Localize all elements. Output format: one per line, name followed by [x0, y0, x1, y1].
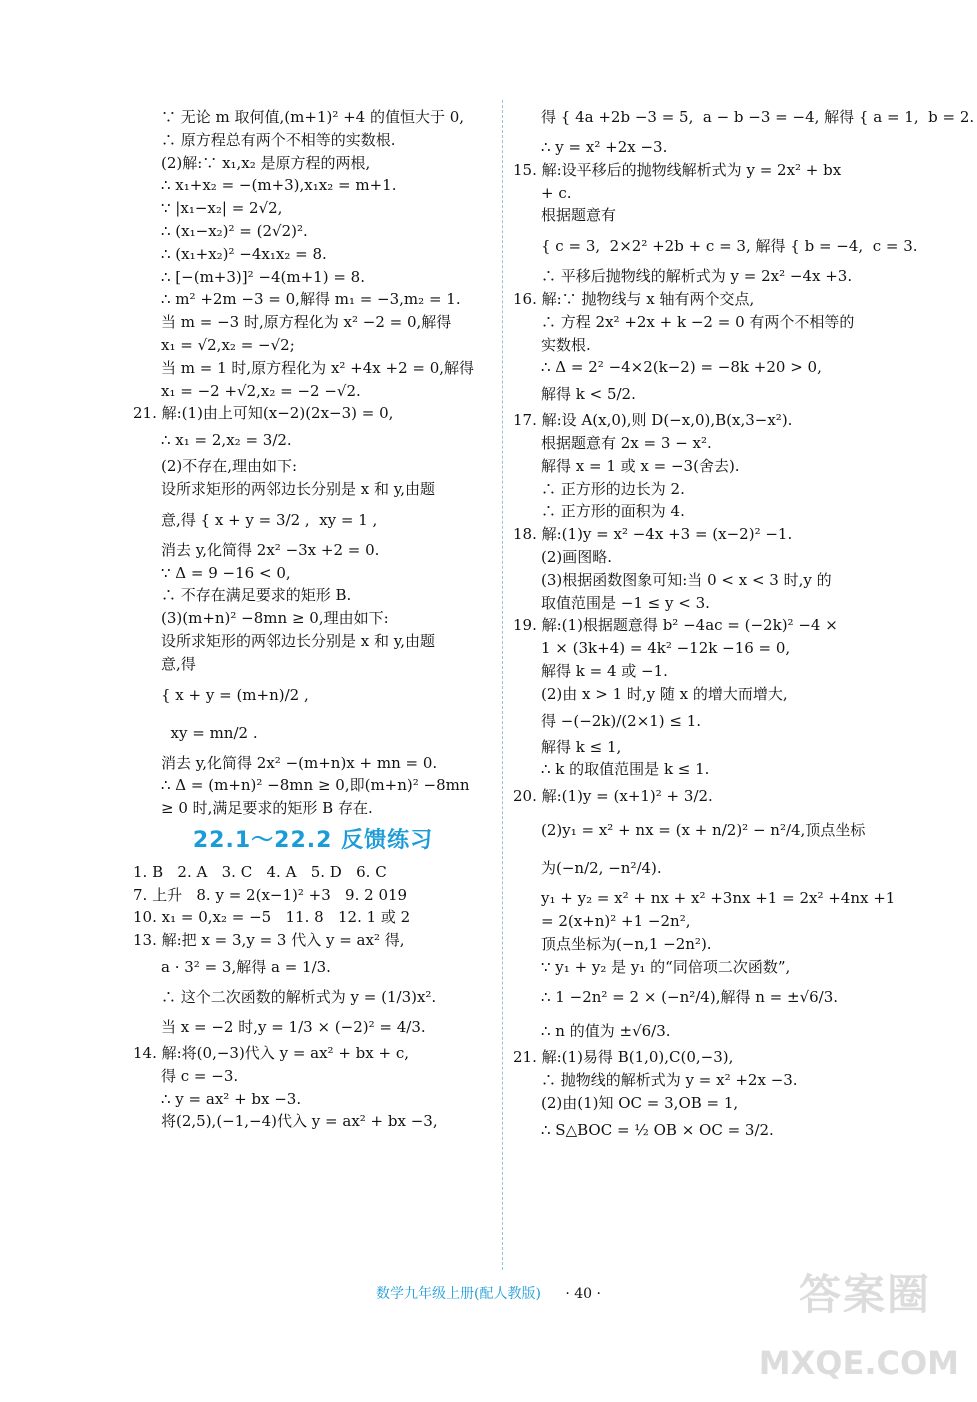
text-line: 根据题意有: [541, 206, 617, 225]
text-line: ∴ x₁+x₂ = −(m+3),x₁x₂ = m+1.: [161, 176, 397, 195]
text-line: ∵ 无论 m 取何值,(m+1)² +4 的值恒大于 0,: [161, 108, 465, 126]
text-line: ∴ 不存在满足要求的矩形 B.: [161, 586, 352, 605]
text-line: 1 × (3k+4) = 4k² −12k −16 = 0,: [541, 639, 791, 658]
answer-line: 10. x₁ = 0,x₂ = −5 11. 8 12. 1 或 2: [133, 908, 411, 927]
equation-system: { x + y = (m+n)/2 ,: [161, 685, 309, 704]
text-line: a · 3² = 3,解得 a = 1/3.: [161, 957, 331, 976]
problem-14-heading: 14. 解:将(0,−3)代入 y = ax² + bx + c,: [133, 1043, 410, 1062]
text-line: ∴ 正方形的边长为 2.: [541, 479, 685, 498]
text-line: 解得 x = 1 或 x = −3(舍去).: [541, 456, 740, 475]
text-line: 将(2,5),(−1,−4)代入 y = ax² + bx −3,: [161, 1112, 438, 1131]
text-line: ∴ (x₁+x₂)² −4x₁x₂ = 8.: [161, 244, 327, 263]
book-title: 数学九年级上册(配人教版): [375, 1286, 541, 1302]
column-divider: [502, 100, 503, 1270]
left-column: [133, 106, 493, 1133]
text-line: 当 x = −2 时,y = 1/3 × (−2)² = 4/3.: [161, 1017, 426, 1036]
text-line: ∴ Δ = 2² −4×2(k−2) = −8k +20 > 0,: [541, 358, 822, 377]
equation-system: 得 { 4a +2b −3 = 5, a − b −3 = −4, 解得 { a = 1, b = 2.: [541, 108, 975, 126]
text-line: 当 m = 1 时,原方程化为 x² +4x +2 = 0,解得: [161, 358, 475, 377]
text-line: ∴ S△BOC = ½ OB × OC = 3/2.: [541, 1120, 774, 1139]
text-line: ∴ 平移后抛物线的解析式为 y = 2x² −4x +3.: [541, 267, 853, 286]
text-line: ∴ x₁ = 2,x₂ = 3/2.: [161, 431, 292, 450]
text-line: ∵ y₁ + y₂ 是 y₁ 的“同倍项二次函数”,: [541, 957, 791, 976]
text-line: 当 m = −3 时,原方程化为 x² −2 = 0,解得: [161, 313, 452, 332]
text-line: (2)y₁ = x² + nx = (x + n/2)² − n²/4,顶点坐标: [541, 821, 866, 840]
text-line: ∴ 1 −2n² = 2 × (−n²/4),解得 n = ±√6/3.: [541, 988, 839, 1007]
page-number: · 40 ·: [565, 1286, 601, 1302]
text-line: x₁ = √2,x₂ = −√2;: [161, 335, 295, 354]
problem-17-heading: 17. 解:设 A(x,0),则 D(−x,0),B(x,3−x²).: [513, 411, 793, 430]
text-line: 取值范围是 −1 ≤ y < 3.: [541, 593, 710, 612]
watermark-url: MXQE.COM: [758, 1344, 959, 1382]
text-line: (2)由 x > 1 时,y 随 x 的增大而增大,: [541, 684, 788, 703]
equation-system: xy = mn/2 .: [161, 723, 258, 742]
text-line: ∴ 方程 2x² +2x + k −2 = 0 有两个不相等的: [541, 312, 855, 331]
text-line: 顶点坐标为(−n,1 −2n²).: [541, 934, 712, 953]
watermark-logo: [758, 1262, 959, 1382]
problem-21-heading: 21. 解:(1)由上可知(x−2)(2x−3) = 0,: [133, 404, 394, 423]
text-line: (2)不存在,理由如下:: [161, 457, 298, 476]
text-line: y₁ + y₂ = x² + nx + x² +3nx +1 = 2x² +4nx +1: [541, 889, 896, 908]
text-line: 设所求矩形的两邻边长分别是 x 和 y,由题: [161, 479, 436, 498]
text-line: (3)(m+n)² −8mn ≥ 0,理由如下:: [161, 609, 389, 628]
text-line: (2)解:∵ x₁,x₂ 是原方程的两根,: [161, 153, 371, 172]
watermark-seal: 答案圈: [799, 1270, 932, 1319]
text-line: ∴ 原方程总有两个不相等的实数根.: [161, 130, 396, 149]
text-line: ∴ k 的取值范围是 k ≤ 1.: [541, 760, 710, 779]
text-line: ∵ |x₁−x₂| = 2√2,: [161, 199, 283, 218]
problem-13-heading: 13. 解:把 x = 3,y = 3 代入 y = ax² 得,: [133, 931, 405, 950]
text-line: + c.: [541, 183, 572, 202]
text-line: 消去 y,化简得 2x² −3x +2 = 0.: [161, 540, 380, 559]
text-line: x₁ = −2 +√2,x₂ = −2 −√2.: [161, 381, 361, 400]
problem-16-heading: 16. 解:∵ 抛物线与 x 轴有两个交点,: [513, 289, 755, 308]
problem-21b-heading: 21. 解:(1)易得 B(1,0),C(0,−3),: [513, 1048, 734, 1067]
text-line: 得 −(−2k)/(2×1) ≤ 1.: [541, 711, 702, 730]
text-line: 解得 k < 5/2.: [541, 385, 636, 404]
problem-15-heading: 15. 解:设平移后的抛物线解析式为 y = 2x² + bx: [513, 160, 842, 179]
text-line: ∴ y = ax² + bx −3.: [161, 1089, 302, 1108]
text-line: ∴ (x₁−x₂)² = (2√2)².: [161, 221, 308, 240]
text-line: (2)由(1)知 OC = 3,OB = 1,: [541, 1093, 739, 1112]
text-line: 为(−n/2, −n²/4).: [541, 859, 662, 878]
text-line: ∴ 正方形的面积为 4.: [541, 502, 685, 521]
text-line: 意,得: [161, 654, 196, 673]
text-line: ∴ 这个二次函数的解析式为 y = (1/3)x².: [161, 987, 437, 1006]
problem-18-heading: 18. 解:(1)y = x² −4x +3 = (x−2)² −1.: [513, 525, 793, 544]
answer-line: 1. B 2. A 3. C 4. A 5. D 6. C: [133, 862, 387, 881]
problem-19-heading: 19. 解:(1)根据题意得 b² −4ac = (−2k)² −4 ×: [513, 616, 838, 635]
text-line: ∴ [−(m+3)]² −4(m+1) = 8.: [161, 267, 365, 286]
text-line: ≥ 0 时,满足要求的矩形 B 存在.: [161, 799, 373, 818]
text-line: 解得 k ≤ 1,: [541, 737, 622, 756]
text-line: 解得 k = 4 或 −1.: [541, 661, 668, 680]
text-line: 消去 y,化简得 2x² −(m+n)x + mn = 0.: [161, 753, 438, 772]
text-line: ∴ n 的值为 ±√6/3.: [541, 1022, 671, 1041]
text-line: (2)画图略.: [541, 547, 613, 566]
text-line: ∴ 抛物线的解析式为 y = x² +2x −3.: [541, 1071, 798, 1090]
text-line: ∵ Δ = 9 −16 < 0,: [161, 563, 291, 582]
right-column: [513, 98, 975, 1145]
equation-system: { c = 3, 2×2² +2b + c = 3, 解得 { b = −4, c = 3.: [541, 237, 918, 256]
text-line: 实数根.: [541, 335, 591, 354]
text-line: ∴ y = x² +2x −3.: [541, 138, 668, 156]
text-line: 设所求矩形的两邻边长分别是 x 和 y,由题: [161, 631, 436, 650]
equation-system: 意,得 { x + y = 3/2 , xy = 1 ,: [161, 510, 378, 529]
text-line: ∴ m² +2m −3 = 0,解得 m₁ = −3,m₂ = 1.: [161, 290, 461, 309]
answer-line: 7. 上升 8. y = 2(x−1)² +3 9. 2 019: [133, 885, 408, 904]
text-line: ∴ Δ = (m+n)² −8mn ≥ 0,即(m+n)² −8mn: [161, 776, 470, 795]
text-line: 根据题意有 2x = 3 − x².: [541, 433, 712, 452]
problem-20-heading: 20. 解:(1)y = (x+1)² + 3/2.: [513, 787, 713, 806]
text-line: 得 c = −3.: [161, 1066, 239, 1085]
text-line: = 2(x+n)² +1 −2n²,: [541, 911, 691, 930]
section-title: 22.1～22.2 反馈练习: [192, 827, 434, 853]
text-line: (3)根据函数图象可知:当 0 < x < 3 时,y 的: [541, 570, 832, 589]
